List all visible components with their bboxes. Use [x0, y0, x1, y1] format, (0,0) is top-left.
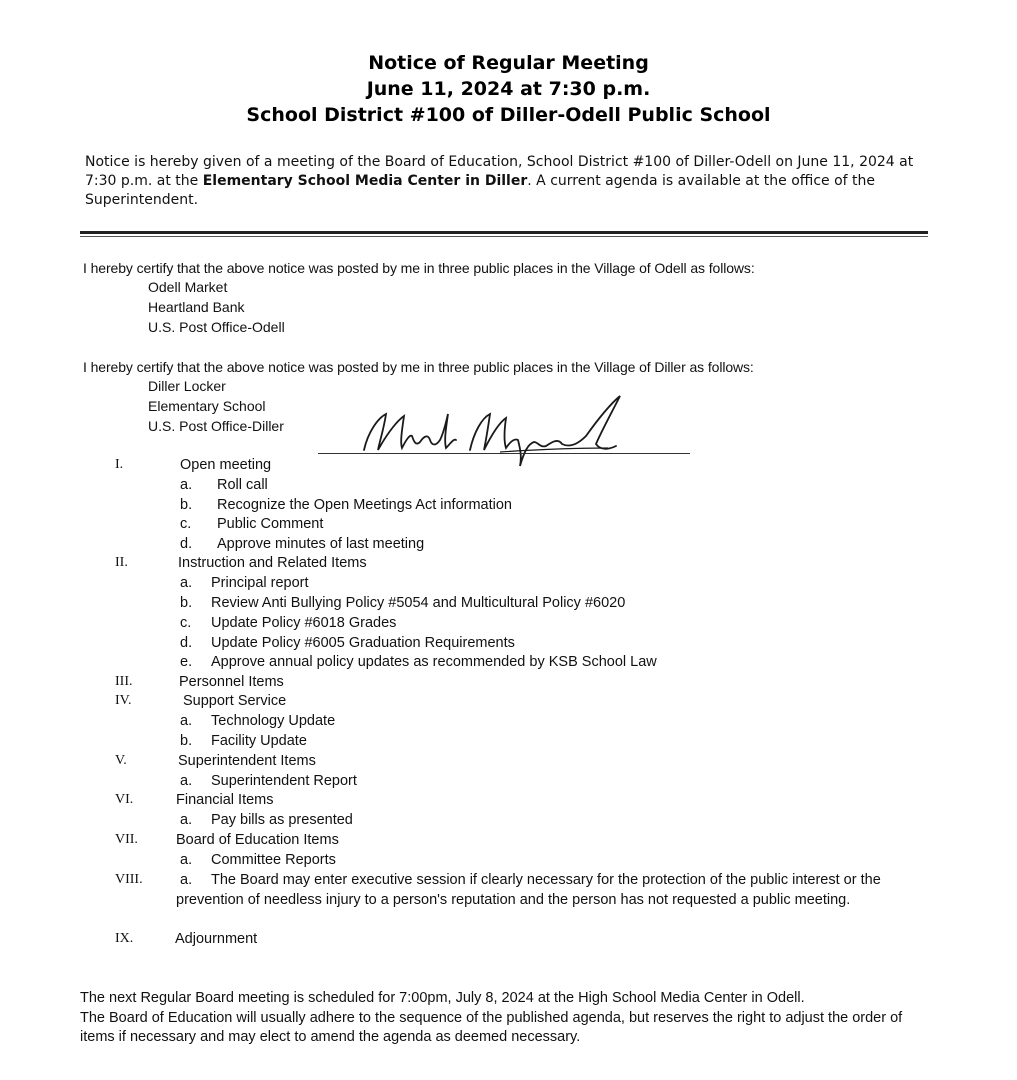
- item-letter: b.: [180, 733, 193, 749]
- agenda-section: Financial Items: [176, 792, 274, 808]
- agenda-item: Public Comment: [217, 516, 324, 532]
- district-heading: School District #100 of Diller-Odell Public School: [246, 104, 771, 126]
- agenda-section: Superintendent Items: [178, 753, 316, 769]
- notice-text-end: . A current agenda is available at the office of the Superintendent.: [85, 173, 876, 208]
- item-letter: a.: [180, 852, 193, 868]
- agenda-section: Personnel Items: [179, 674, 284, 690]
- agenda-item: Update Policy #6005 Graduation Requirements: [211, 635, 515, 651]
- agenda-number: III.: [115, 674, 133, 689]
- agenda-item: Roll call: [217, 477, 268, 493]
- agenda-item: Approve minutes of last meeting: [217, 536, 425, 552]
- posting-place: U.S. Post Office-Diller: [148, 418, 284, 434]
- divider-thin: [80, 236, 928, 237]
- meeting-date-heading: June 11, 2024 at 7:30 p.m.: [366, 78, 651, 100]
- meeting-location: Elementary School Media Center in Diller: [202, 173, 528, 189]
- agenda-number: VI.: [115, 792, 134, 807]
- item-letter: d.: [180, 536, 193, 552]
- posting-place: U.S. Post Office-Odell: [148, 319, 285, 335]
- item-letter: a.: [180, 575, 193, 591]
- next-meeting-text: The next Regular Board meeting is scheduled for 7:00pm, July 8, 2024 at the High School Media Center in Odell.: [80, 990, 805, 1006]
- item-letter: d.: [180, 635, 193, 651]
- posting-place: Odell Market: [148, 279, 228, 295]
- item-letter: b.: [180, 595, 193, 611]
- agenda-number: II.: [115, 555, 128, 570]
- agenda-item: Facility Update: [211, 733, 307, 749]
- notice-paragraph: [85, 153, 945, 210]
- item-letter: b.: [180, 497, 193, 513]
- agenda-item: The Board may enter executive session if clearly necessary for the protection of the public interest or the prevention of needless injury to a person's reputation and the person has not requested a public meeting.: [176, 872, 881, 908]
- agenda-number: V.: [115, 753, 127, 768]
- certification-odell: I hereby certify that the above notice was posted by me in three public places in the Village of Odell as follows:: [83, 260, 755, 276]
- notice-title: Notice of Regular Meeting: [368, 52, 649, 74]
- item-letter: a.: [180, 713, 193, 729]
- agenda-item: Superintendent Report: [211, 773, 357, 789]
- agenda-item: Technology Update: [211, 713, 336, 729]
- agenda-item: Review Anti Bullying Policy #5054 and Multicultural Policy #6020: [211, 595, 626, 611]
- agenda-sequence-text: The Board of Education will usually adhere to the sequence of the published agenda, but reserves the right to adjust the order of items if necessary and may elect to amend the agenda as deemed necessary.: [80, 1009, 903, 1045]
- item-letter: a.: [180, 477, 193, 493]
- item-letter: c.: [180, 516, 192, 532]
- agenda-item: Pay bills as presented: [211, 812, 353, 828]
- agenda-item: Update Policy #6018 Grades: [211, 615, 397, 631]
- agenda-section: Board of Education Items: [176, 832, 339, 848]
- certification-diller: I hereby certify that the above notice was posted by me in three public places in the Village of Diller as follows:: [83, 359, 754, 375]
- handwritten-signature: [350, 392, 640, 472]
- agenda-item: Principal report: [211, 575, 309, 591]
- item-letter: a.: [180, 812, 193, 828]
- item-letter: a.: [180, 872, 193, 888]
- agenda-section: Support Service: [183, 693, 287, 709]
- agenda-number: VII.: [115, 832, 138, 847]
- agenda-section: Instruction and Related Items: [178, 555, 367, 571]
- agenda-item: Recognize the Open Meetings Act information: [217, 497, 512, 513]
- notice-text-start: Notice is hereby given of a meeting of the Board of Education, School District #100 of Diller-Odell on June 11, 2024 at 7:30 p.m. at the: [85, 154, 914, 189]
- posting-place: Diller Locker: [148, 378, 226, 394]
- closing-paragraph: [80, 989, 940, 1048]
- posting-place: Heartland Bank: [148, 299, 245, 315]
- divider-thick: [80, 231, 928, 234]
- agenda-number: VIII.: [115, 872, 143, 887]
- agenda-item: Approve annual policy updates as recommended by KSB School Law: [211, 654, 657, 670]
- agenda-number: IV.: [115, 693, 132, 708]
- agenda-item: Committee Reports: [211, 852, 336, 868]
- item-letter: e.: [180, 654, 193, 670]
- item-letter: a.: [180, 773, 193, 789]
- posting-place: Elementary School: [148, 398, 266, 414]
- agenda-number: IX.: [115, 931, 134, 946]
- agenda-section: Open meeting: [180, 457, 272, 473]
- signature-line: [318, 453, 690, 454]
- agenda-number: I.: [115, 457, 124, 472]
- item-letter: c.: [180, 615, 192, 631]
- agenda-section: Adjournment: [175, 931, 258, 947]
